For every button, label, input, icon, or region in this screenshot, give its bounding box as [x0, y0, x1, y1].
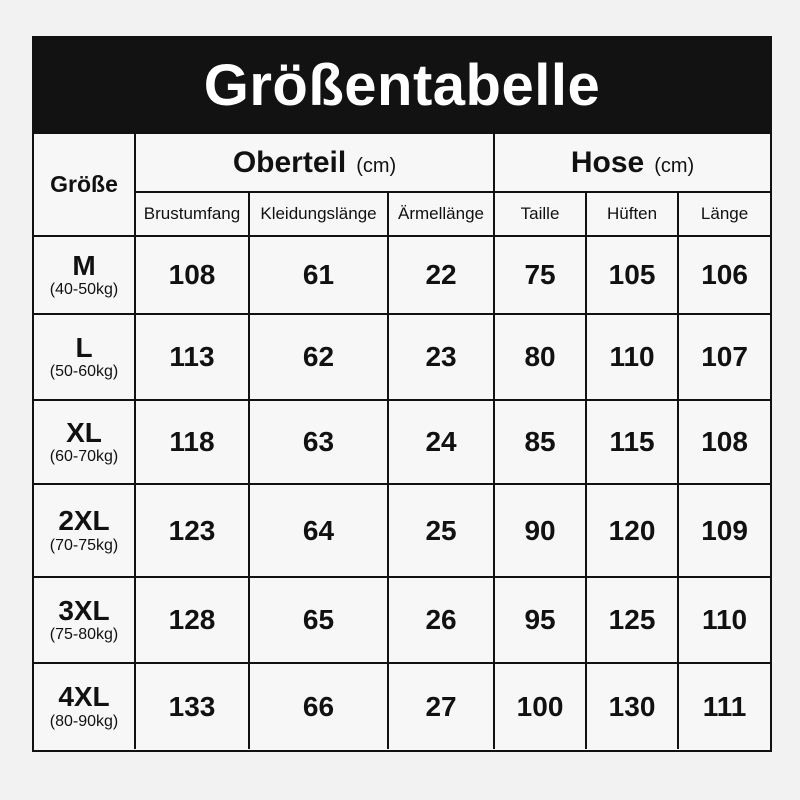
value-cell: 24	[388, 400, 494, 484]
value-cell: 110	[678, 577, 770, 663]
table-row	[34, 577, 770, 663]
size-label: L	[75, 331, 93, 363]
value-cell: 90	[494, 484, 586, 577]
column-header-chest: Brustumfang	[135, 192, 249, 236]
value-cell: 27	[388, 663, 494, 749]
size-cell	[34, 400, 135, 484]
value-cell: 120	[586, 484, 678, 577]
size-label: XL	[66, 416, 102, 448]
value-cell: 61	[249, 236, 388, 314]
group-name: Hose	[570, 145, 645, 179]
value-cell: 108	[678, 400, 770, 484]
table-row	[34, 314, 770, 400]
value-cell: 113	[135, 314, 249, 400]
value-cell: 63	[249, 400, 388, 484]
table-row	[34, 484, 770, 577]
column-header-hips: Hüften	[586, 192, 678, 236]
value-cell: 130	[586, 663, 678, 749]
size-label: M	[72, 249, 96, 281]
size-label: 3XL	[58, 594, 110, 626]
value-cell: 25	[388, 484, 494, 577]
value-cell: 128	[135, 577, 249, 663]
value-cell: 109	[678, 484, 770, 577]
column-header-sleeve-length: Ärmellänge	[388, 192, 494, 236]
value-cell: 106	[678, 236, 770, 314]
table-row	[34, 400, 770, 484]
column-header-garment-length: Kleidungslänge	[249, 192, 388, 236]
weight-range: (50-60kg)	[49, 363, 119, 381]
group-name: Oberteil	[232, 145, 347, 179]
value-cell: 107	[678, 314, 770, 400]
value-cell: 65	[249, 577, 388, 663]
chart-title: Größentabelle	[34, 38, 770, 134]
size-cell	[34, 577, 135, 663]
value-cell: 75	[494, 236, 586, 314]
size-label: 2XL	[58, 505, 110, 537]
value-cell: 123	[135, 484, 249, 577]
size-chart	[32, 36, 772, 752]
group-unit: (cm)	[356, 154, 397, 177]
value-cell: 110	[586, 314, 678, 400]
value-cell: 85	[494, 400, 586, 484]
value-cell: 133	[135, 663, 249, 749]
size-cell	[34, 663, 135, 749]
size-cell	[34, 236, 135, 314]
value-cell: 80	[494, 314, 586, 400]
group-unit: (cm)	[654, 154, 695, 177]
value-cell: 66	[249, 663, 388, 749]
weight-range: (70-75kg)	[49, 536, 119, 554]
table-row	[34, 236, 770, 314]
weight-range: (75-80kg)	[49, 626, 119, 644]
group-header-top	[135, 134, 494, 192]
column-header-waist: Taille	[494, 192, 586, 236]
group-header-pants	[494, 134, 770, 192]
weight-range: (60-70kg)	[49, 448, 119, 466]
value-cell: 108	[135, 236, 249, 314]
value-cell: 115	[586, 400, 678, 484]
size-column-header: Größe	[34, 134, 135, 236]
value-cell: 23	[388, 314, 494, 400]
value-cell: 26	[388, 577, 494, 663]
value-cell: 111	[678, 663, 770, 749]
weight-range: (80-90kg)	[49, 712, 119, 730]
value-cell: 62	[249, 314, 388, 400]
value-cell: 118	[135, 400, 249, 484]
size-cell	[34, 484, 135, 577]
size-label: 4XL	[58, 681, 110, 713]
value-cell: 105	[586, 236, 678, 314]
value-cell: 22	[388, 236, 494, 314]
value-cell: 125	[586, 577, 678, 663]
weight-range: (40-50kg)	[49, 281, 119, 299]
size-cell	[34, 314, 135, 400]
value-cell: 64	[249, 484, 388, 577]
column-header-length: Länge	[678, 192, 770, 236]
value-cell: 95	[494, 577, 586, 663]
value-cell: 100	[494, 663, 586, 749]
table-row	[34, 663, 770, 749]
size-table	[34, 134, 770, 749]
